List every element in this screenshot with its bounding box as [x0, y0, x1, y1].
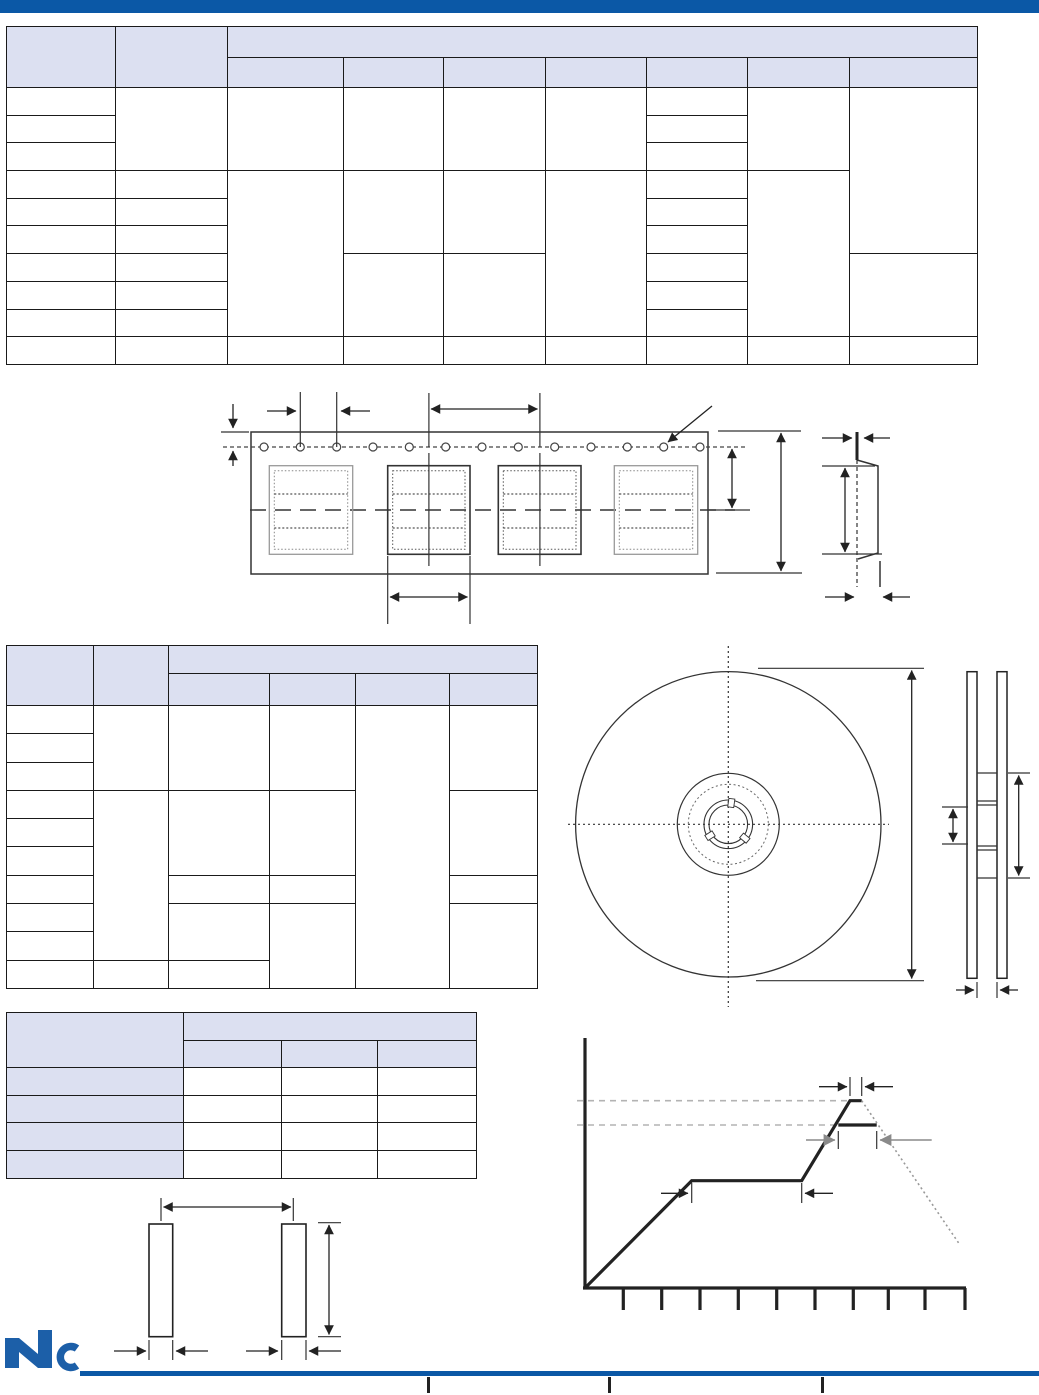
- cell: [116, 171, 228, 199]
- cell: [7, 734, 94, 762]
- cell: [282, 1151, 378, 1179]
- cell: [7, 875, 94, 903]
- pocket-width-dimension: [388, 556, 470, 624]
- cell: [344, 171, 444, 254]
- cell: [169, 904, 270, 961]
- cell: [7, 171, 116, 199]
- row-header-cell: [7, 1068, 184, 1096]
- tape-outline: [221, 432, 708, 574]
- header-cell: [647, 58, 748, 88]
- cell: [7, 281, 116, 309]
- cell: [228, 88, 344, 171]
- top-blue-bar: [0, 0, 1039, 13]
- cell: [184, 1123, 282, 1151]
- cell: [444, 88, 546, 171]
- footer-separator-tick: [821, 1377, 824, 1393]
- cell: [850, 337, 978, 365]
- cell: [647, 171, 748, 199]
- header-cell: [356, 674, 450, 706]
- cell: [850, 88, 978, 254]
- header-cell: [7, 646, 94, 706]
- cell: [7, 309, 116, 337]
- cell: [282, 1095, 378, 1123]
- pockets: [250, 453, 735, 566]
- cell: [270, 706, 356, 791]
- header-cell: [444, 58, 546, 88]
- cell: [7, 115, 116, 143]
- cell: [450, 706, 538, 791]
- cell: [169, 790, 270, 875]
- header-cell: [228, 58, 344, 88]
- cell: [450, 790, 538, 875]
- sprocket-holes: [223, 443, 748, 451]
- reference-dashed-lines: [577, 1101, 848, 1125]
- cell: [7, 819, 94, 847]
- cell: [647, 337, 748, 365]
- cell: [378, 1095, 477, 1123]
- header-cell: [344, 58, 444, 88]
- cell: [7, 706, 94, 734]
- reel-figure: [560, 638, 1039, 1012]
- cell: [647, 254, 748, 282]
- cell: [7, 88, 116, 116]
- pad-width-dimensions: [114, 1340, 341, 1360]
- cell: [546, 88, 647, 171]
- cell: [444, 337, 546, 365]
- cell: [7, 960, 94, 988]
- cell: [344, 88, 444, 171]
- cell: [169, 960, 270, 988]
- cell: [116, 337, 228, 365]
- cell: [748, 171, 850, 337]
- tape-side-view: [822, 432, 910, 597]
- header-cell: [184, 1013, 477, 1041]
- cell: [378, 1123, 477, 1151]
- header-cell: [7, 27, 116, 88]
- pocket-pitch-dimension: [429, 393, 540, 447]
- cell: [282, 1068, 378, 1096]
- cell: [270, 904, 356, 989]
- axes: [583, 1038, 966, 1310]
- cell: [116, 254, 228, 282]
- x-axis-ticks: [623, 1288, 965, 1310]
- peak-time-dimension: [819, 1077, 893, 1096]
- pad: [282, 1224, 306, 1337]
- header-cell: [450, 674, 538, 706]
- cell: [116, 88, 228, 171]
- header-cell: [7, 1013, 184, 1068]
- header-cell: [169, 674, 270, 706]
- cell: [7, 254, 116, 282]
- cell: [270, 790, 356, 875]
- spec-table-1: [6, 26, 978, 365]
- cell: [546, 337, 647, 365]
- hub-height-dimension: [1008, 773, 1030, 878]
- flange-gap-dimension: [956, 982, 1018, 998]
- temperature-profile-line: [585, 1101, 960, 1288]
- reel-diameter-dimension: [756, 668, 924, 980]
- cell: [116, 309, 228, 337]
- cell: [647, 88, 748, 116]
- row-header-cell: [7, 1095, 184, 1123]
- cell: [7, 847, 94, 875]
- hole-to-center-dimension: [709, 449, 750, 510]
- cell: [7, 226, 116, 254]
- cell: [184, 1095, 282, 1123]
- nec-logo-icon: [2, 1329, 88, 1373]
- cell: [282, 1123, 378, 1151]
- cell: [647, 143, 748, 171]
- cell: [169, 706, 270, 791]
- cell: [228, 337, 344, 365]
- cell: [444, 254, 546, 337]
- cell: [378, 1151, 477, 1179]
- cell: [748, 88, 850, 171]
- cell: [378, 1068, 477, 1096]
- cell: [7, 932, 94, 960]
- reel-side-view: [967, 672, 1007, 979]
- cell: [444, 171, 546, 254]
- tape-width-dimension: [716, 431, 802, 573]
- header-cell: [546, 58, 647, 88]
- cell: [94, 790, 169, 960]
- header-cell: [850, 58, 978, 88]
- cell: [7, 790, 94, 818]
- header-cell: [94, 646, 169, 706]
- cell: [270, 875, 356, 903]
- cell: [116, 226, 228, 254]
- header-cell: [270, 674, 356, 706]
- spec-table-2: [6, 645, 538, 989]
- cell: [647, 115, 748, 143]
- header-cell: [228, 27, 978, 58]
- cell: [116, 281, 228, 309]
- tape-slot-width-dimension: [942, 807, 968, 844]
- cell: [356, 706, 450, 989]
- cell: [450, 904, 538, 989]
- hole-pitch-dimension: [267, 392, 370, 447]
- cell: [116, 198, 228, 226]
- header-cell: [184, 1041, 282, 1068]
- row-header-cell: [7, 1123, 184, 1151]
- cell: [7, 198, 116, 226]
- footer-separator-tick: [427, 1377, 430, 1393]
- cell: [7, 762, 94, 790]
- row-header-cell: [7, 1151, 184, 1179]
- carrier-tape-figure: [215, 388, 915, 634]
- cell: [647, 309, 748, 337]
- land-pattern-figure: [100, 1185, 370, 1370]
- footer-rule: [80, 1371, 1039, 1376]
- cell: [850, 254, 978, 337]
- header-cell: [169, 646, 538, 674]
- header-cell: [748, 58, 850, 88]
- cell: [344, 337, 444, 365]
- header-cell: [378, 1041, 477, 1068]
- cell: [184, 1151, 282, 1179]
- cell: [546, 171, 647, 337]
- cell: [748, 337, 850, 365]
- spec-table-3: [6, 1012, 477, 1179]
- reel-front-view: [568, 646, 889, 1007]
- pad: [149, 1224, 173, 1337]
- cell: [7, 904, 94, 932]
- cell: [450, 875, 538, 903]
- cell: [647, 281, 748, 309]
- cell: [7, 143, 116, 171]
- cell: [647, 226, 748, 254]
- sprocket-hole-leader-arrow: [668, 406, 712, 442]
- header-cell: [116, 27, 228, 88]
- threshold-time-dimension: [806, 1131, 932, 1149]
- cell: [169, 875, 270, 903]
- cell: [228, 171, 344, 337]
- cell: [94, 960, 169, 988]
- reflow-profile-figure: [560, 1030, 1039, 1332]
- cell: [344, 254, 444, 337]
- cell: [94, 706, 169, 791]
- header-cell: [282, 1041, 378, 1068]
- pad-height-dimension: [318, 1223, 341, 1337]
- cell: [184, 1068, 282, 1096]
- cell: [7, 337, 116, 365]
- footer-separator-tick: [608, 1377, 611, 1393]
- pad-span-dimension: [161, 1198, 293, 1221]
- cell: [647, 198, 748, 226]
